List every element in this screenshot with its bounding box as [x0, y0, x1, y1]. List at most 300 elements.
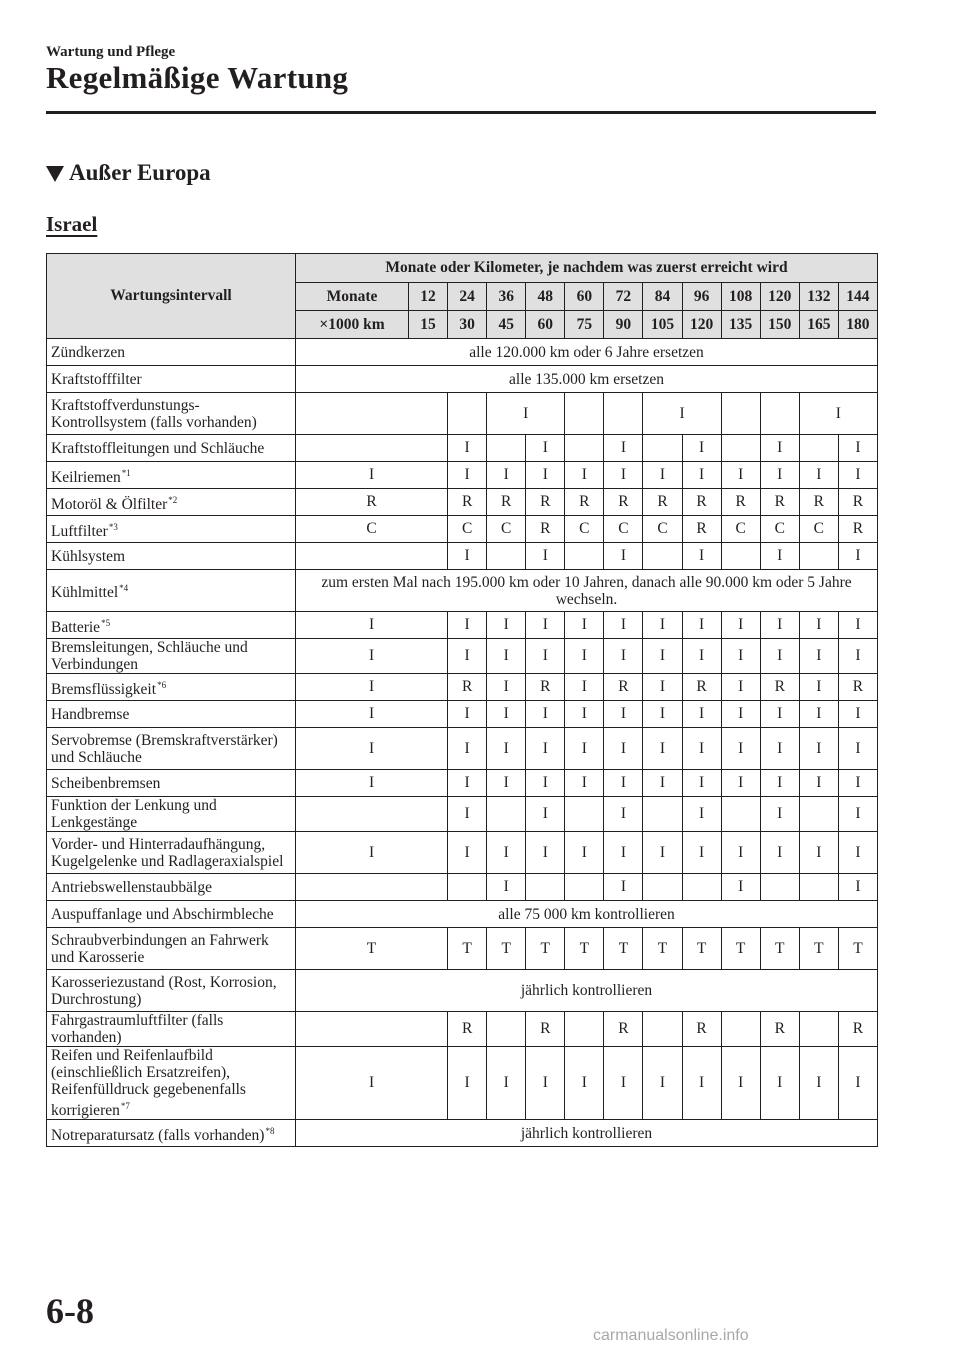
interval-cell: I [565, 1047, 604, 1120]
item-name-cell [47, 543, 296, 570]
table-row [47, 612, 878, 639]
item-name-cell [47, 435, 296, 462]
interval-cell [643, 435, 682, 462]
km-header: 15 [409, 311, 448, 339]
interval-cell: I [799, 701, 838, 728]
interval-cell: I [604, 435, 643, 462]
table-row [47, 770, 878, 797]
interval-cell: T [799, 928, 838, 970]
interval-cell: R [799, 489, 838, 516]
item-name-cell [47, 612, 296, 639]
interval-cell: I [838, 543, 877, 570]
interval-cell: R [760, 489, 799, 516]
interval-cell: I [760, 612, 799, 639]
interval-cell: T [526, 928, 565, 970]
interval-cell: I [682, 770, 721, 797]
header-row-span [47, 254, 878, 283]
table-row [47, 489, 878, 516]
interval-cell: I [760, 701, 799, 728]
item-name: Notreparatursatz (falls vorhanden) [51, 1126, 265, 1144]
interval-cell: R [838, 674, 877, 701]
interval-cell: R [721, 489, 760, 516]
interval-cell: I [604, 612, 643, 639]
interval-cell: R [760, 1012, 799, 1047]
interval-cell: C [799, 516, 838, 543]
interval-cell: C [296, 516, 448, 543]
item-name-cell [47, 1012, 296, 1047]
interval-cell: C [565, 516, 604, 543]
interval-cell [487, 1012, 526, 1047]
interval-cell [721, 1012, 760, 1047]
item-name-cell [47, 489, 296, 516]
interval-cell: I [487, 770, 526, 797]
interval-cell [296, 393, 448, 435]
interval-cell: I [721, 728, 760, 770]
interval-cell [296, 1012, 448, 1047]
footnote-marker: *7 [120, 1101, 130, 1111]
item-name: Servobremse (Bremskraftverstärker) und Schläuche [51, 731, 278, 766]
interval-cell: I [296, 728, 448, 770]
km-header: 90 [604, 311, 643, 339]
interval-cell: I [760, 639, 799, 674]
interval-cell [643, 543, 682, 570]
interval-cell: T [296, 928, 448, 970]
item-name: Scheibenbremsen [51, 774, 161, 792]
interval-cell [565, 1012, 604, 1047]
interval-cell: I [604, 462, 643, 489]
item-name: Karosseriezustand (Rost, Korrosion, Durchrostung) [51, 973, 277, 1008]
section-title: Außer Europa [69, 160, 211, 185]
interval-cell [487, 435, 526, 462]
interval-cell: T [565, 928, 604, 970]
interval-cell [448, 874, 487, 901]
interval-cell [760, 393, 799, 435]
interval-cell: I [487, 462, 526, 489]
interval-cell: I [448, 435, 487, 462]
interval-cell [682, 874, 721, 901]
interval-cell: I [721, 674, 760, 701]
interval-cell: I [721, 639, 760, 674]
table-row [47, 701, 878, 728]
interval-cell [296, 435, 448, 462]
interval-cell: I [448, 770, 487, 797]
interval-cell: I [760, 728, 799, 770]
interval-cell: C [721, 516, 760, 543]
item-name: Antriebswellenstaubbälge [51, 878, 212, 896]
interval-cell [799, 874, 838, 901]
table-row [47, 543, 878, 570]
interval-cell: R [448, 1012, 487, 1047]
interval-cell: I [487, 639, 526, 674]
interval-cell: T [604, 928, 643, 970]
interval-cell: I [604, 543, 643, 570]
interval-cell: I [760, 770, 799, 797]
interval-cell [565, 874, 604, 901]
footnote-marker: *6 [157, 679, 167, 690]
interval-cell: R [682, 674, 721, 701]
table-row [47, 435, 878, 462]
item-name-cell [47, 339, 296, 366]
interval-cell: I [526, 770, 565, 797]
interval-cell: I [721, 770, 760, 797]
interval-cell: C [448, 516, 487, 543]
table-row [47, 1012, 878, 1047]
table-row [47, 901, 878, 928]
interval-cell [799, 1012, 838, 1047]
item-name: Handbremse [51, 705, 130, 723]
item-name-cell [47, 874, 296, 901]
item-name: Fahrgastraumluftfilter (falls vorhanden) [51, 1012, 224, 1046]
interval-cell: T [721, 928, 760, 970]
interval-cell: I [838, 701, 877, 728]
interval-cell [643, 797, 682, 832]
interval-cell: I [760, 832, 799, 874]
country-heading: Israel [46, 212, 98, 236]
interval-cell: I [799, 393, 877, 435]
interval-cell: T [682, 928, 721, 970]
interval-cell: I [682, 612, 721, 639]
interval-cell: I [604, 797, 643, 832]
item-name-cell [47, 393, 296, 435]
interval-cell: T [643, 928, 682, 970]
item-name-cell [47, 366, 296, 393]
footer-watermark: carmanualsonline.info [593, 1327, 749, 1344]
table-row [47, 393, 878, 435]
footnote-marker: *3 [108, 521, 118, 532]
item-note: alle 75 000 km kontrollieren [296, 901, 878, 928]
footnote-marker: *2 [168, 494, 178, 505]
interval-cell [643, 1012, 682, 1047]
interval-cell: I [526, 797, 565, 832]
interval-cell: I [296, 832, 448, 874]
interval-cell: I [643, 728, 682, 770]
interval-cell: I [565, 770, 604, 797]
month-header: 120 [760, 283, 799, 311]
table-row [47, 970, 878, 1012]
item-name: Kühlsystem [51, 547, 126, 565]
interval-cell: R [448, 489, 487, 516]
interval-cell: R [487, 489, 526, 516]
item-name: Keilriemen [51, 468, 121, 486]
table-row [47, 874, 878, 901]
page-number: 6-8 [46, 1291, 94, 1331]
interval-cell: I [838, 874, 877, 901]
interval-cell: I [682, 462, 721, 489]
chapter-label: Wartung und Pflege [46, 44, 176, 60]
interval-cell: R [682, 516, 721, 543]
interval-cell [565, 435, 604, 462]
interval-label: Wartungsintervall [47, 254, 296, 339]
interval-cell: I [838, 639, 877, 674]
interval-cell [448, 393, 487, 435]
interval-cell: I [487, 674, 526, 701]
item-name: Luftfilter [51, 522, 108, 540]
interval-cell: I [799, 462, 838, 489]
interval-cell: I [682, 435, 721, 462]
interval-cell [296, 543, 448, 570]
interval-cell [721, 543, 760, 570]
interval-cell: I [526, 728, 565, 770]
interval-cell: I [526, 1047, 565, 1120]
interval-cell: I [604, 639, 643, 674]
interval-cell: R [643, 489, 682, 516]
footnote-marker: *1 [121, 467, 131, 478]
interval-cell: I [799, 770, 838, 797]
interval-cell: I [760, 1047, 799, 1120]
interval-cell: I [448, 728, 487, 770]
interval-cell: I [799, 728, 838, 770]
interval-cell: I [799, 612, 838, 639]
interval-cell: I [604, 1047, 643, 1120]
item-name: Bremsleitungen, Schläuche und Verbindungen [51, 639, 248, 673]
interval-cell: I [448, 543, 487, 570]
km-header: 45 [487, 311, 526, 339]
interval-cell [296, 874, 448, 901]
table-row [47, 516, 878, 543]
item-name-cell [47, 797, 296, 832]
interval-cell: I [526, 543, 565, 570]
interval-cell: I [838, 462, 877, 489]
month-header: 108 [721, 283, 760, 311]
interval-cell: R [448, 674, 487, 701]
month-header: 132 [799, 283, 838, 311]
item-name: Reifen und Reifenlaufbild (einschließlich Ersatzreifen), Reifenfülldruck gegebenenfalls korrigieren [51, 1047, 246, 1119]
interval-cell: R [526, 516, 565, 543]
interval-cell: R [296, 489, 448, 516]
table-row [47, 797, 878, 832]
item-name-cell [47, 674, 296, 701]
interval-cell: R [565, 489, 604, 516]
interval-cell: I [682, 832, 721, 874]
interval-cell: I [526, 639, 565, 674]
interval-cell: I [565, 728, 604, 770]
month-header: 48 [526, 283, 565, 311]
interval-cell: I [604, 874, 643, 901]
months-label: Monate [296, 283, 409, 311]
table-row [47, 832, 878, 874]
interval-cell: I [448, 797, 487, 832]
month-header: 144 [838, 283, 877, 311]
interval-cell: I [799, 1047, 838, 1120]
interval-cell: I [296, 770, 448, 797]
interval-cell [296, 797, 448, 832]
interval-cell: I [448, 462, 487, 489]
item-name-cell [47, 701, 296, 728]
interval-cell: I [448, 832, 487, 874]
interval-cell: I [721, 701, 760, 728]
section-heading [46, 160, 211, 186]
interval-cell: I [604, 701, 643, 728]
month-header: 60 [565, 283, 604, 311]
interval-cell: R [838, 516, 877, 543]
km-header: 120 [682, 311, 721, 339]
interval-cell: I [487, 701, 526, 728]
km-header: 150 [760, 311, 799, 339]
item-name: Funktion der Lenkung und Lenkgestänge [51, 797, 217, 831]
interval-cell: R [526, 489, 565, 516]
interval-cell: I [487, 612, 526, 639]
month-header: 72 [604, 283, 643, 311]
footnote-marker: *5 [101, 617, 111, 628]
interval-cell: R [838, 1012, 877, 1047]
month-header: 24 [448, 283, 487, 311]
interval-cell: I [526, 435, 565, 462]
interval-cell: I [643, 701, 682, 728]
interval-cell: I [296, 462, 448, 489]
item-name-cell [47, 728, 296, 770]
interval-cell: I [487, 728, 526, 770]
interval-cell: I [565, 701, 604, 728]
interval-cell: I [838, 832, 877, 874]
interval-cell [799, 543, 838, 570]
interval-cell: I [296, 612, 448, 639]
month-header: 84 [643, 283, 682, 311]
month-header: 12 [409, 283, 448, 311]
span-header: Monate oder Kilometer, je nachdem was zuerst erreicht wird [296, 254, 878, 283]
item-name: Kraftstoffleitungen und Schläuche [51, 439, 265, 457]
table-row [47, 366, 878, 393]
interval-cell: R [604, 674, 643, 701]
interval-cell: I [448, 701, 487, 728]
km-header: 135 [721, 311, 760, 339]
km-header: 30 [448, 311, 487, 339]
interval-cell [721, 435, 760, 462]
interval-cell: I [526, 832, 565, 874]
item-name-cell [47, 928, 296, 970]
interval-cell: I [526, 612, 565, 639]
item-name: Kraftstofffilter [51, 370, 142, 388]
interval-cell [721, 393, 760, 435]
interval-cell: R [604, 489, 643, 516]
interval-cell: I [448, 612, 487, 639]
interval-cell: I [296, 639, 448, 674]
table-row [47, 728, 878, 770]
item-name-cell [47, 770, 296, 797]
km-header: 75 [565, 311, 604, 339]
item-name: Kühlmittel [51, 584, 119, 601]
table-row [47, 462, 878, 489]
interval-cell: I [838, 435, 877, 462]
interval-cell: I [838, 1047, 877, 1120]
title-rule [46, 111, 876, 114]
interval-cell: I [643, 1047, 682, 1120]
interval-cell: I [296, 1047, 448, 1120]
item-name-cell [47, 639, 296, 674]
interval-cell: I [526, 701, 565, 728]
item-name-cell [47, 832, 296, 874]
interval-cell [643, 874, 682, 901]
interval-cell: T [760, 928, 799, 970]
table-row [47, 674, 878, 701]
item-name-cell [47, 1047, 296, 1120]
interval-cell: I [604, 770, 643, 797]
interval-cell: R [760, 674, 799, 701]
interval-cell: I [682, 1047, 721, 1120]
interval-cell [565, 797, 604, 832]
interval-cell: T [448, 928, 487, 970]
interval-cell: I [799, 639, 838, 674]
interval-cell: I [760, 462, 799, 489]
interval-cell: C [604, 516, 643, 543]
footnote-marker: *8 [265, 1125, 275, 1136]
interval-cell: I [799, 832, 838, 874]
interval-cell: I [760, 543, 799, 570]
item-name-cell [47, 901, 296, 928]
item-name: Zündkerzen [51, 343, 126, 361]
interval-cell: I [721, 1047, 760, 1120]
interval-cell: I [682, 701, 721, 728]
interval-cell: I [682, 543, 721, 570]
interval-cell [565, 393, 604, 435]
item-note: alle 120.000 km oder 6 Jahre ersetzen [296, 339, 878, 366]
km-label: ×1000 km [296, 311, 409, 339]
interval-cell: I [682, 797, 721, 832]
interval-cell: I [643, 462, 682, 489]
km-header: 180 [838, 311, 877, 339]
interval-cell [604, 393, 643, 435]
interval-cell: C [643, 516, 682, 543]
item-note: jährlich kontrollieren [296, 1120, 878, 1147]
interval-cell: I [838, 770, 877, 797]
interval-cell [799, 797, 838, 832]
interval-cell: I [721, 832, 760, 874]
interval-cell: I [604, 728, 643, 770]
interval-cell: I [487, 1047, 526, 1120]
item-name-cell [47, 570, 296, 612]
interval-cell: I [487, 393, 565, 435]
interval-cell: I [565, 832, 604, 874]
interval-cell: R [604, 1012, 643, 1047]
interval-cell: I [682, 639, 721, 674]
interval-cell: I [565, 639, 604, 674]
interval-cell: I [565, 462, 604, 489]
footnote-marker: *4 [119, 583, 129, 593]
triangle-down-icon [46, 166, 64, 182]
interval-cell: C [487, 516, 526, 543]
table-row [47, 1120, 878, 1147]
table-row [47, 339, 878, 366]
item-name-cell [47, 1120, 296, 1147]
interval-cell [526, 874, 565, 901]
interval-cell: R [682, 489, 721, 516]
interval-cell: I [838, 797, 877, 832]
km-header: 165 [799, 311, 838, 339]
interval-cell: I [760, 797, 799, 832]
interval-cell [487, 543, 526, 570]
interval-cell: I [565, 612, 604, 639]
interval-cell: I [643, 393, 721, 435]
month-header: 36 [487, 283, 526, 311]
table-row [47, 570, 878, 612]
item-name: Batterie [51, 618, 101, 636]
table-row [47, 639, 878, 674]
interval-cell: I [838, 612, 877, 639]
item-name: Schraubverbindungen an Fahrwerk und Karosserie [51, 931, 269, 966]
interval-cell: C [760, 516, 799, 543]
interval-cell: R [682, 1012, 721, 1047]
interval-cell: I [838, 728, 877, 770]
interval-cell: I [296, 701, 448, 728]
interval-cell: T [487, 928, 526, 970]
interval-cell: I [643, 674, 682, 701]
interval-cell: T [838, 928, 877, 970]
interval-cell: I [799, 674, 838, 701]
interval-cell: I [487, 874, 526, 901]
km-header: 60 [526, 311, 565, 339]
interval-cell [760, 874, 799, 901]
interval-cell: I [296, 674, 448, 701]
interval-cell: R [838, 489, 877, 516]
